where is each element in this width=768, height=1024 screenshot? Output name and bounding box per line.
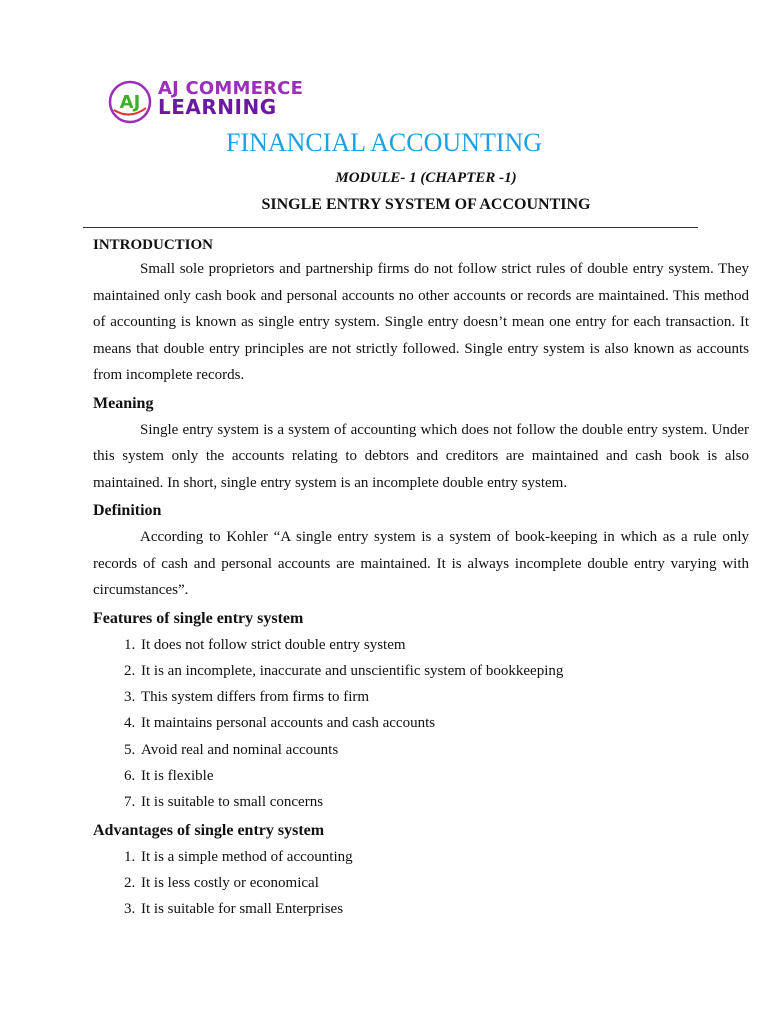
advantages-list xyxy=(93,844,749,923)
list-item: 3. This system differs from firms to firm xyxy=(139,684,749,710)
divider xyxy=(83,227,698,228)
logo-mark-text: AJ xyxy=(119,92,141,113)
list-item: 2. It is less costly or economical xyxy=(139,870,749,896)
features-heading: Features of single entry system xyxy=(93,609,304,627)
logo-line-2: LEARNING xyxy=(158,95,277,119)
features-list xyxy=(93,632,749,816)
meaning-heading: Meaning xyxy=(93,394,154,412)
introduction-heading: INTRODUCTION xyxy=(93,237,214,253)
advantages-heading: Advantages of single entry system xyxy=(93,821,325,839)
document-body xyxy=(93,234,749,922)
list-item: 7. It is suitable to small concerns xyxy=(139,789,749,815)
list-item: 1. It does not follow strict double entry system xyxy=(139,632,749,658)
list-item: 1. It is a simple method of accounting xyxy=(139,844,749,870)
module-subtitle: MODULE- 1 (CHAPTER -1) xyxy=(335,170,517,186)
meaning-text: Single entry system is a system of accounting which does not follow the double entry system. Under this system only the accounts relating to debtors and creditors are maintained and cash book is also maintained. In short, single entry system is an incomplete double entry system. xyxy=(93,421,749,491)
list-item: 3. It is suitable for small Enterprises xyxy=(139,896,749,922)
logo-mark xyxy=(108,80,152,124)
logo xyxy=(108,76,304,126)
chapter-heading: SINGLE ENTRY SYSTEM OF ACCOUNTING xyxy=(261,196,591,213)
introduction-text: Small sole proprietors and partnership firms do not follow strict rules of double entry system. They maintained only cash book and personal accounts no other accounts or records are maintained. This method of accounting is known as single entry system. Single entry doesn’t mean one entry for each transaction. It means that double entry principles are not strictly followed. Single entry system is also known as accounts from incomplete records. xyxy=(93,261,749,383)
list-item: 6. It is flexible xyxy=(139,763,749,789)
list-item: 5. Avoid real and nominal accounts xyxy=(139,737,749,763)
definition-text: According to Kohler “A single entry system is a system of book-keeping in which as a rule only records of cash and personal accounts are maintained. It is always incomplete double entry varying with circumstances”. xyxy=(93,529,749,598)
logo-line-1: AJ COMMERCE xyxy=(158,78,304,99)
list-item: 2. It is an incomplete, inaccurate and unscientific system of bookkeeping xyxy=(139,658,749,684)
list-item: 4. It maintains personal accounts and cash accounts xyxy=(139,710,749,736)
document-title: FINANCIAL ACCOUNTING xyxy=(225,128,543,157)
definition-heading: Definition xyxy=(93,502,162,519)
